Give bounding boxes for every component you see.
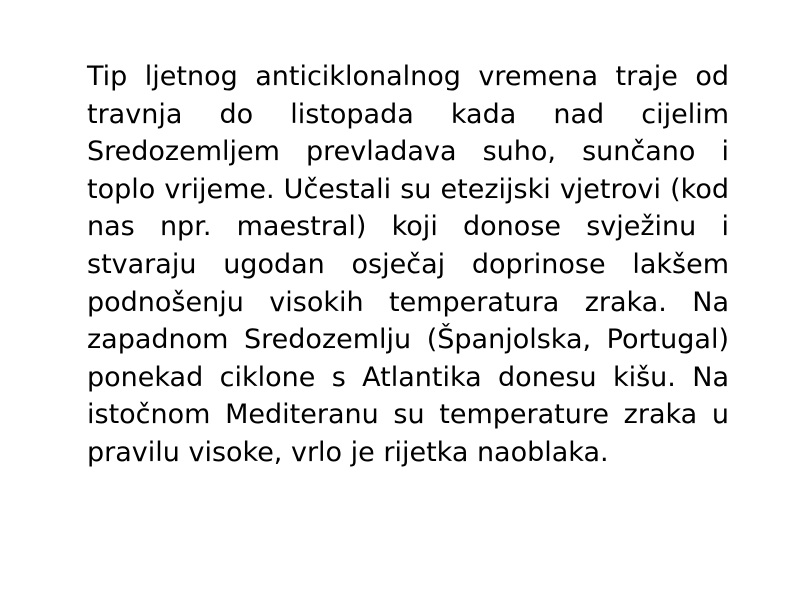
body-paragraph: Tip ljetnog anticiklonalnog vremena traje od travnja do listopada kada nad cijelim Sredozemljem prevladava suho, sunčano i toplo vrijeme. Učestali su etezijski vjetrovi (kod nas npr. maestral) koji donose svježinu i stvaraju ugodan osječaj doprinose lakšem podnošenju visokih temperatura zraka. Na zapadnom Sredozemlju (Španjolska, Portugal) ponekad ciklone s Atlantika donesu kišu. Na istočnom Mediteranu su temperature zraka u pravilu visoke, vrlo je rijetka naoblaka. — [87, 61, 729, 468]
